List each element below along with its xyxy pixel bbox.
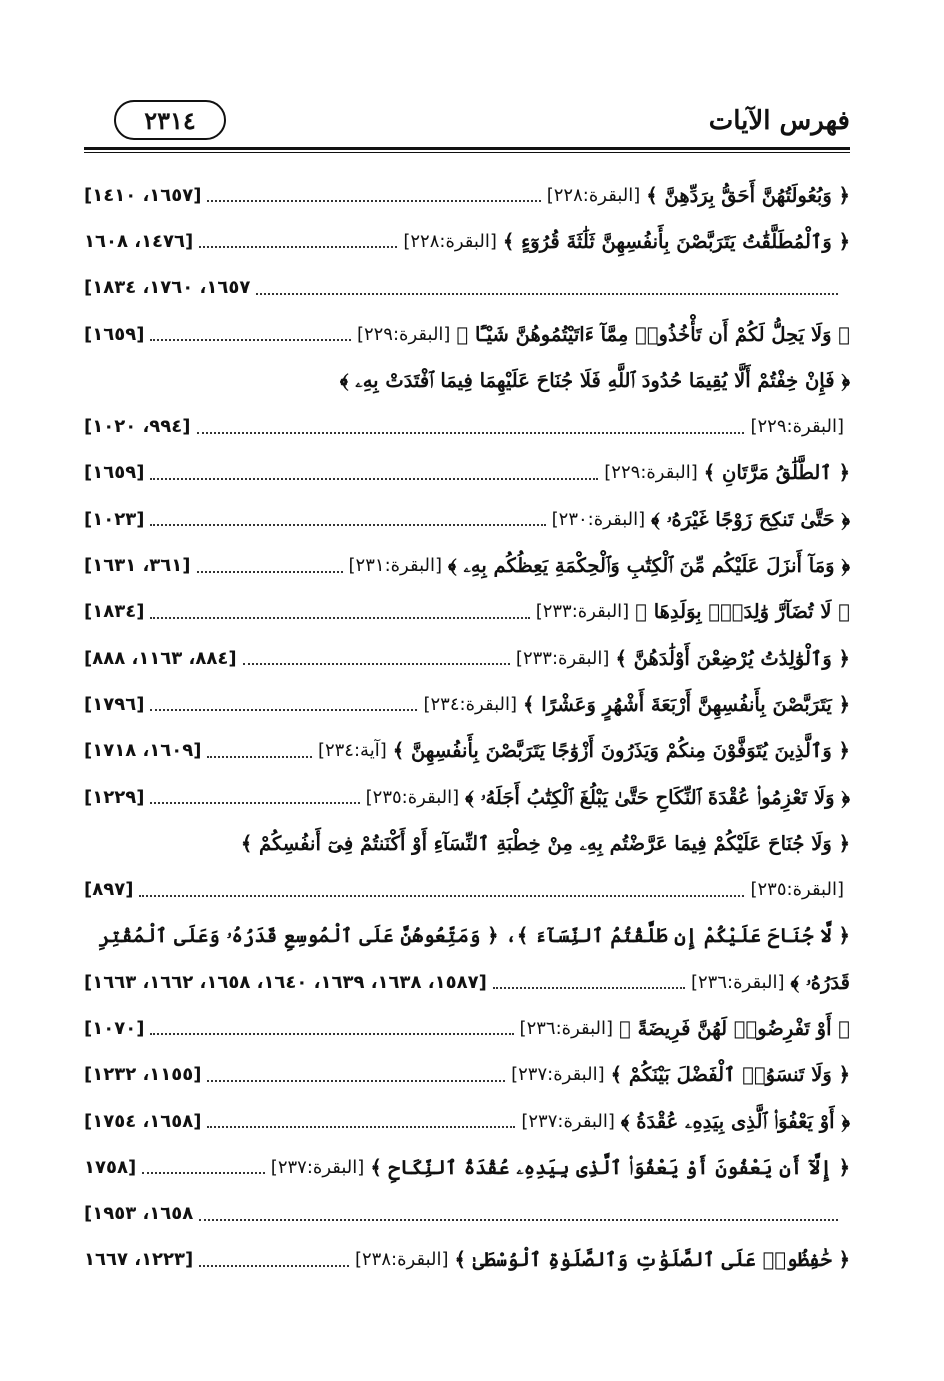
dot-leader [150, 1033, 513, 1035]
dot-leader [243, 663, 510, 665]
index-line [84, 1191, 850, 1237]
page-references: [٨٩٧] [84, 879, 134, 901]
surah-reference: [البقرة:٢٣٥] [365, 786, 460, 808]
verse-text: ﴿ وَلَا تَعْزِمُوا۟ عُقْدَةَ ٱلنِّكَاحِ حَتَّىٰ يَبْلُغَ ٱلْكِتَٰبُ أَجَلَهُۥ ﴾ [465, 785, 850, 809]
dot-leader [207, 756, 311, 758]
surah-reference: [البقرة:٢٣٤] [423, 693, 518, 715]
surah-reference: [البقرة:٢٢٩] [604, 462, 698, 484]
surah-reference: [البقرة:٢٣٦] [690, 971, 785, 993]
index-line [84, 959, 850, 1005]
index-line [84, 1144, 850, 1190]
dot-leader [150, 478, 598, 480]
page-references: [١٦٥٩] [84, 323, 145, 345]
verse-text: ﴿ وَمَآ أَنزَلَ عَلَيْكُم مِّنَ ٱلْكِتَٰبِ وَٱلْحِكْمَةِ يَعِظُكُم بِهِۦ ﴾ [448, 554, 850, 578]
verse-index-list [84, 172, 850, 1283]
verse-text: ﴿ وَلَا يَحِلُّ لَكُمْ أَن تَأْخُذُوا۟ مِمَّآ ءَاتَيْتُمُوهُنَّ شَيْـًٔا ﴾ [456, 322, 850, 346]
verse-text: قَدَرُهُۥ ﴾ [790, 970, 850, 994]
index-line [84, 265, 850, 311]
verse-text: ﴿ وَٱلْمُطَلَّقَٰتُ يَتَرَبَّصْنَ بِأَنفُسِهِنَّ ثَلَٰثَةَ قُرُوٓءٍ ﴾ [502, 229, 850, 253]
page-references: [٩٩٤، ١٠٢٠] [84, 416, 191, 438]
page-references: [١٦٥٧، ١٤١٠] [84, 184, 202, 206]
dot-leader [139, 895, 744, 897]
dot-leader [150, 524, 545, 526]
page-references: [٣٦١، ١٦٣١] [84, 555, 191, 577]
page-references: [١٠٢٣] [84, 508, 145, 530]
dot-leader [207, 200, 540, 202]
header-rule-thin [84, 152, 850, 153]
page-references: ١٦٥٧، ١٧٦٠، ١٨٣٤] [84, 277, 251, 299]
index-line [84, 866, 850, 912]
index-line [84, 1052, 850, 1098]
verse-text: ﴿ أَوْ يَعْفُوَا۟ ٱلَّذِى بِيَدِهِۦ عُقْدَةُ ﴾ [620, 1109, 850, 1133]
verse-text: ﴿ وَلَا جُنَاحَ عَلَيْكُمْ فِيمَا عَرَّضْتُم بِهِۦ مِنْ خِطْبَةِ ٱلنِّسَآءِ أَوْ أَكْنَنتُمْ فِىٓ أَنفُسِكُمْ ﴾ [240, 831, 850, 855]
dot-leader [493, 987, 685, 989]
verse-text: ﴿ وَبُعُولَتُهُنَّ أَحَقُّ بِرَدِّهِنَّ ﴾ [646, 183, 850, 207]
index-line [84, 172, 850, 218]
index-line [84, 1098, 850, 1144]
dot-leader [197, 571, 343, 573]
verse-text: ﴿ فَإِنْ خِفْتُمْ أَلَّا يُقِيمَا حُدُودَ ٱللَّهِ فَلَا جُنَاحَ عَلَيْهِمَا فِيمَا ٱفْتَدَتْ بِهِۦ ﴾ [339, 368, 850, 392]
index-line [84, 403, 850, 449]
verse-text: ﴿ إِلَّآ أَن يَعْفُونَ أَوْ يَعْفُوَا۟ ٱلَّذِى بِيَدِهِۦ عُقْدَةُ ٱلنِّكَاحِ ﴾ [370, 1155, 850, 1179]
page-references: ١٦٥٨، ١٩٥٣] [84, 1203, 194, 1225]
page-references: [١٦٥٩] [84, 462, 145, 484]
dot-leader [197, 432, 745, 434]
dot-leader [142, 1172, 265, 1174]
surah-reference: [البقرة:٢٣١] [348, 555, 443, 577]
index-line [84, 450, 850, 496]
dot-leader [199, 246, 397, 248]
index-line [84, 728, 850, 774]
surah-reference: [البقرة:٢٢٩] [750, 416, 844, 438]
surah-reference: [البقرة:٢٢٨] [403, 230, 497, 252]
surah-reference: [البقرة:٢٣٧] [511, 1064, 605, 1086]
index-line [84, 589, 850, 635]
page-references: [١٦٥٨، ١٧٥٤] [84, 1110, 202, 1132]
index-line [84, 774, 850, 820]
dot-leader [207, 1126, 515, 1128]
index-line [84, 542, 850, 588]
page-references: [١٠٧٠] [84, 1017, 145, 1039]
page-references: [١٢٢٩] [84, 786, 145, 808]
dot-leader [150, 802, 359, 804]
page-references: [١٤٧٦، ١٦٠٨ [84, 230, 194, 252]
verse-text: ﴿ يَتَرَبَّصْنَ بِأَنفُسِهِنَّ أَرْبَعَةَ أَشْهُرٍ وَعَشْرًا ﴾ [523, 692, 850, 716]
index-line [84, 1005, 850, 1051]
dot-leader [199, 1219, 838, 1221]
page-number: ٢٣١٤ [114, 100, 226, 140]
index-line [84, 311, 850, 357]
dot-leader [207, 1080, 505, 1082]
header-rule [84, 147, 850, 150]
dot-leader [199, 1265, 349, 1267]
surah-reference: [البقرة:٢٣٧] [270, 1156, 365, 1178]
surah-reference: [البقرة:٢٣٨] [354, 1249, 449, 1271]
verse-text: ﴿ ٱلطَّلَٰقُ مَرَّتَانِ ﴾ [703, 461, 850, 485]
index-line [84, 218, 850, 264]
verse-text: ﴿ حَتَّىٰ تَنكِحَ زَوْجًا غَيْرَهُۥ ﴾ [651, 507, 850, 531]
index-line [84, 635, 850, 681]
surah-reference: [آية:٢٣٤] [317, 740, 387, 762]
surah-reference: [البقرة:٢٣٣] [515, 647, 610, 669]
verse-text: ﴿ لَّا جُنَاحَ عَلَيْكُمْ إِن طَلَّقْتُمُ ٱلنِّسَآءَ ﴾، ﴿ وَمَتِّعُوهُنَّ عَلَى ٱلْمُوسِعِ قَدَرُهُۥ وَعَلَى ٱلْمُقْتِرِ [98, 924, 850, 948]
page-references: [١٢٢٣، ١٦٦٧ [84, 1249, 194, 1271]
dot-leader [150, 339, 351, 341]
surah-reference: [البقرة:٢٣٧] [521, 1110, 615, 1132]
verse-text: ﴿ وَٱلَّذِينَ يُتَوَفَّوْنَ مِنكُمْ وَيَذَرُونَ أَزْوَٰجًا يَتَرَبَّصْنَ بِأَنفُسِهِنَّ ﴾ [392, 739, 850, 763]
surah-reference: [البقرة:٢٢٩] [356, 323, 451, 345]
surah-reference: [البقرة:٢٣٥] [750, 879, 844, 901]
surah-reference: [البقرة:٢٣٠] [551, 508, 646, 530]
surah-reference: [البقرة:٢٣٦] [519, 1017, 614, 1039]
page-references: [١١٥٥، ١٢٣٢] [84, 1064, 202, 1086]
page-references: [٨٨٤، ١١٦٣، ٨٨٨] [84, 647, 237, 669]
index-line [84, 913, 850, 959]
index-line [84, 357, 850, 403]
page-references: [١٨٣٤] [84, 601, 145, 623]
verse-text: ﴿ أَوْ تَفْرِضُوا۟ لَهُنَّ فَرِيضَةً ﴾ [619, 1016, 850, 1040]
index-line [84, 496, 850, 542]
index-line [84, 681, 850, 727]
verse-text: ﴿ وَلَا تَنسَوُا۟ ٱلْفَضْلَ بَيْنَكُمْ ﴾ [610, 1063, 850, 1087]
dot-leader [150, 709, 417, 711]
verse-text: ﴿ وَٱلْوَٰلِدَٰتُ يُرْضِعْنَ أَوْلَٰدَهُنَّ ﴾ [615, 646, 850, 670]
dot-leader [256, 293, 838, 295]
index-line [84, 820, 850, 866]
verse-text: ﴿ حَٰفِظُوا۟ عَلَى ٱلصَّلَوَٰتِ وَٱلصَّلَوٰةِ ٱلْوُسْطَىٰ ﴾ [454, 1248, 850, 1272]
index-line [84, 1237, 850, 1283]
page-references: [١٧٥٨ [84, 1156, 137, 1178]
verse-text: ﴿ لَا تُضَآرَّ وَٰلِدَةٌۢ بِوَلَدِهَا ﴾ [635, 600, 850, 624]
surah-reference: [البقرة:٢٣٣] [535, 601, 630, 623]
surah-reference: [البقرة:٢٢٨] [546, 184, 641, 206]
page-title: فهرس الآيات [708, 106, 850, 136]
page-references: [١٥٨٧، ١٦٣٨، ١٦٣٩، ١٦٤٠، ١٦٥٨، ١٦٦٢، ١٦٦٣] [84, 971, 487, 993]
page-header [84, 100, 850, 146]
dot-leader [150, 617, 529, 619]
page-references: [١٦٠٩، ١٧١٨] [84, 740, 202, 762]
page-references: [١٧٩٦] [84, 693, 145, 715]
